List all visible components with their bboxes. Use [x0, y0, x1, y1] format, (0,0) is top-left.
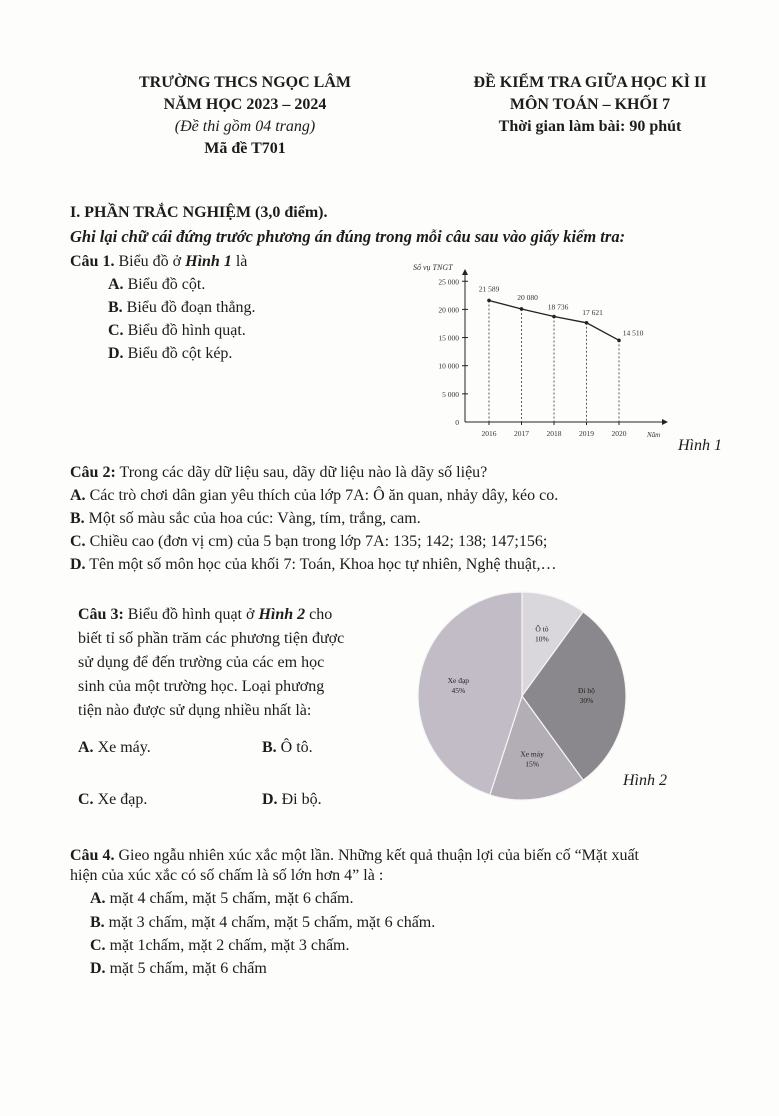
q2-option-a: A. Các trò chơi dân gian yêu thích của lớp 7A: Ô ăn quan, nhảy dây, kéo co.	[70, 487, 559, 504]
x-axis-title: Năm	[647, 431, 661, 439]
data-point	[617, 339, 621, 343]
q3-option-a: A. Xe máy.	[78, 739, 151, 756]
school-year: NĂM HỌC 2023 – 2024	[163, 96, 327, 113]
question-1-figure-ref: Hình 1	[185, 253, 232, 270]
question-4-text: Gieo ngẫu nhiên xúc xắc một lần. Những kết quả thuận lợi của biến cố “Mặt xuất	[118, 847, 639, 864]
data-label: 14 510	[622, 328, 644, 338]
q2-option-b: B. Một số màu sắc của hoa cúc: Vàng, tím, trắng, cam.	[70, 510, 421, 527]
exam-time: Thời gian làm bài: 90 phút	[498, 118, 682, 135]
school-name: TRƯỜNG THCS NGỌC LÂM	[138, 74, 351, 91]
data-point	[520, 307, 524, 311]
x-tick-label: 2019	[579, 429, 594, 438]
question-3-stem: Câu 3: Biểu đồ hình quạt ở Hình 2 cho biết tỉ số phần trăm các phương tiện được sử dụng để đến trường của các em học sinh của một trường học. Loại phương tiện nào được sử dụng nhiều nhất là:	[78, 606, 345, 719]
figure-2-caption: Hình 2	[623, 772, 667, 789]
q4-option-d: D. mặt 5 chấm, mặt 6 chấm	[90, 960, 267, 977]
question-4-label: Câu 4.	[70, 847, 115, 864]
y-axis-arrow	[462, 269, 468, 275]
question-3-label: Câu 3:	[78, 606, 124, 623]
y-tick-label: 10 000	[438, 361, 459, 371]
question-1-stem	[70, 251, 247, 273]
slice-percent-label: 15%	[525, 759, 539, 769]
y-tick-label: 25 000	[438, 277, 459, 287]
question-3-figure-ref: Hình 2	[258, 606, 306, 623]
y-tick-label: 15 000	[438, 333, 459, 343]
section-title: I. PHẦN TRẮC NGHIỆM (3,0 điểm).	[70, 204, 328, 221]
q3-option-b: B. Ô tô.	[262, 739, 313, 756]
q4-option-a: A. mặt 4 chấm, mặt 5 chấm, mặt 6 chấm.	[90, 890, 354, 907]
q3-option-d: D. Đi bộ.	[262, 791, 322, 808]
slice-name-label: Ô tô	[535, 624, 549, 634]
data-label: 18 736	[547, 302, 569, 312]
q3-option-c: C. Xe đạp.	[78, 791, 148, 808]
x-tick-label: 2018	[546, 429, 562, 438]
data-label: 20 080	[517, 292, 538, 302]
pie-chart	[412, 586, 632, 806]
slice-name-label: Đi bộ	[578, 686, 595, 695]
q4-option-c: C. mặt 1chấm, mặt 2 chấm, mặt 3 chấm.	[90, 937, 350, 954]
question-2-label: Câu 2:	[70, 464, 116, 481]
q2-option-c: C. Chiều cao (đơn vị cm) của 5 bạn trong lớp 7A: 135; 142; 138; 147;156;	[70, 533, 548, 550]
question-2-text: Trong các dãy dữ liệu sau, dãy dữ liệu nào là dãy số liệu?	[119, 464, 488, 481]
y-tick-label: 5 000	[442, 389, 459, 399]
q4-option-b: B. mặt 3 chấm, mặt 4 chấm, mặt 5 chấm, mặt 6 chấm.	[90, 914, 436, 931]
x-tick-label: 2016	[481, 429, 497, 438]
x-axis-arrow	[662, 419, 668, 425]
question-4-stem-line1	[70, 845, 639, 867]
q1-option-b: B. Biểu đồ đoạn thẳng.	[108, 299, 256, 316]
data-point	[487, 299, 491, 303]
x-tick-label: 2017	[514, 429, 529, 438]
pages-note: (Đề thi gồm 04 trang)	[174, 118, 316, 135]
exam-title: ĐỀ KIỂM TRA GIỮA HỌC KÌ II	[473, 74, 707, 91]
data-label: 21 589	[478, 284, 500, 294]
q1-option-c: C. Biểu đồ hình quạt.	[108, 322, 246, 339]
subject: MÔN TOÁN – KHỐI 7	[509, 96, 671, 113]
slice-name-label: Xe máy	[520, 749, 544, 759]
q1-option-d: D. Biểu đồ cột kép.	[108, 345, 233, 362]
exam-code: Mã đề T701	[204, 140, 286, 157]
section-instruction: Ghi lại chữ cái đứng trước phương án đúng trong mỗi câu sau vào giấy kiểm tra:	[70, 227, 626, 246]
data-point	[552, 315, 556, 319]
slice-percent-label: 45%	[451, 685, 466, 695]
q2-option-d: D. Tên một số môn học của khối 7: Toán, Khoa học tự nhiên, Nghệ thuật,…	[70, 556, 557, 573]
question-4-stem-line2: hiện của xúc xắc có số chấm là số lớn hơn 4” là :	[70, 867, 384, 884]
q1-option-a: A. Biểu đồ cột.	[108, 276, 206, 293]
x-tick-label: 2020	[611, 429, 627, 438]
slice-percent-label: 30%	[579, 696, 594, 705]
line-chart	[405, 258, 685, 443]
y-tick-label: 0	[455, 418, 459, 427]
school-header	[95, 72, 395, 160]
slice-percent-label: 10%	[535, 634, 549, 644]
exam-header	[425, 72, 755, 138]
slice-name-label: Xe đạp	[447, 675, 470, 685]
y-tick-label: 20 000	[438, 305, 459, 315]
y-axis-title: Số vụ TNGT	[413, 263, 453, 272]
figure-1-caption: Hình 1	[678, 437, 722, 454]
data-point	[585, 321, 589, 325]
question-2-stem	[70, 462, 487, 484]
question-1-label: Câu 1.	[70, 253, 115, 270]
question-1-text-a: Biểu đồ ở	[118, 253, 182, 270]
data-label: 17 621	[582, 307, 603, 317]
question-1-text-b: là	[235, 253, 248, 270]
